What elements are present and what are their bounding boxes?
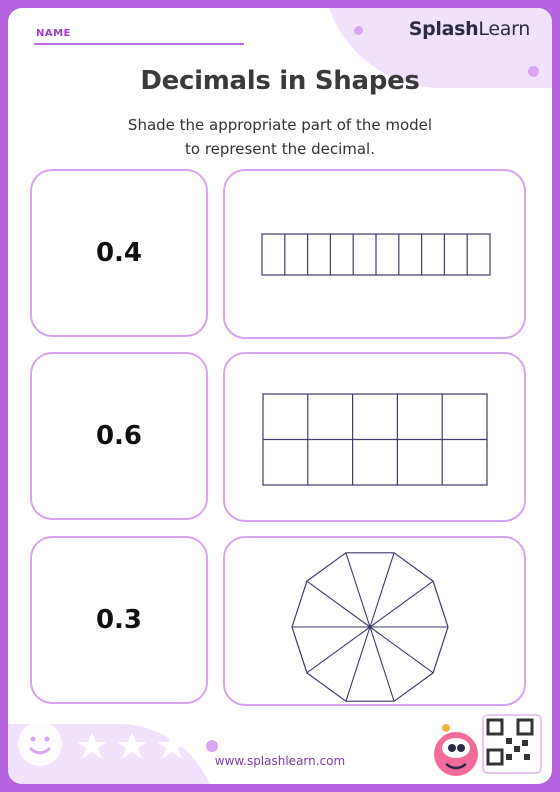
- decor-dot: [354, 26, 363, 35]
- model-card: [223, 536, 526, 706]
- qr-code-icon: [484, 716, 536, 768]
- decagon-spoke: [307, 627, 370, 673]
- decimal-value: 0.3: [95, 605, 143, 635]
- decimal-card: [30, 536, 208, 704]
- decagon-model: [225, 538, 524, 704]
- model-card: [223, 352, 526, 522]
- website-url[interactable]: www.splashlearn.com: [214, 754, 346, 768]
- smiley-eye-icon: [31, 737, 36, 742]
- mascot-icon: [422, 714, 486, 778]
- decagon-spoke: [370, 553, 394, 627]
- smiley-eye-icon: [45, 737, 50, 742]
- decimal-value: 0.4: [95, 238, 143, 268]
- decagon-spoke: [370, 581, 433, 627]
- instructions: [78, 113, 482, 161]
- page-title: Decimals in Shapes: [140, 66, 420, 96]
- name-field[interactable]: [34, 43, 244, 45]
- decagon-spoke: [370, 627, 394, 701]
- decagon-spoke: [370, 627, 433, 673]
- grid-model: [225, 354, 524, 520]
- qr-code[interactable]: [482, 714, 542, 774]
- instruction-line: Shade the appropriate part of the model: [127, 116, 433, 134]
- decimal-value: 0.6: [95, 421, 143, 451]
- decor-dot: [206, 740, 218, 752]
- decagon-spoke: [307, 581, 370, 627]
- strip-model: [225, 171, 524, 337]
- instruction-line: to represent the decimal.: [185, 140, 375, 158]
- splashlearn-logo: SplashLearn: [408, 18, 530, 40]
- model-card: [223, 169, 526, 339]
- worksheet-page: [8, 8, 552, 784]
- decimal-card: [30, 352, 208, 520]
- name-label: NAME: [36, 28, 71, 39]
- decagon-spoke: [346, 627, 370, 701]
- decimal-card: [30, 169, 208, 337]
- decagon-spoke: [346, 553, 370, 627]
